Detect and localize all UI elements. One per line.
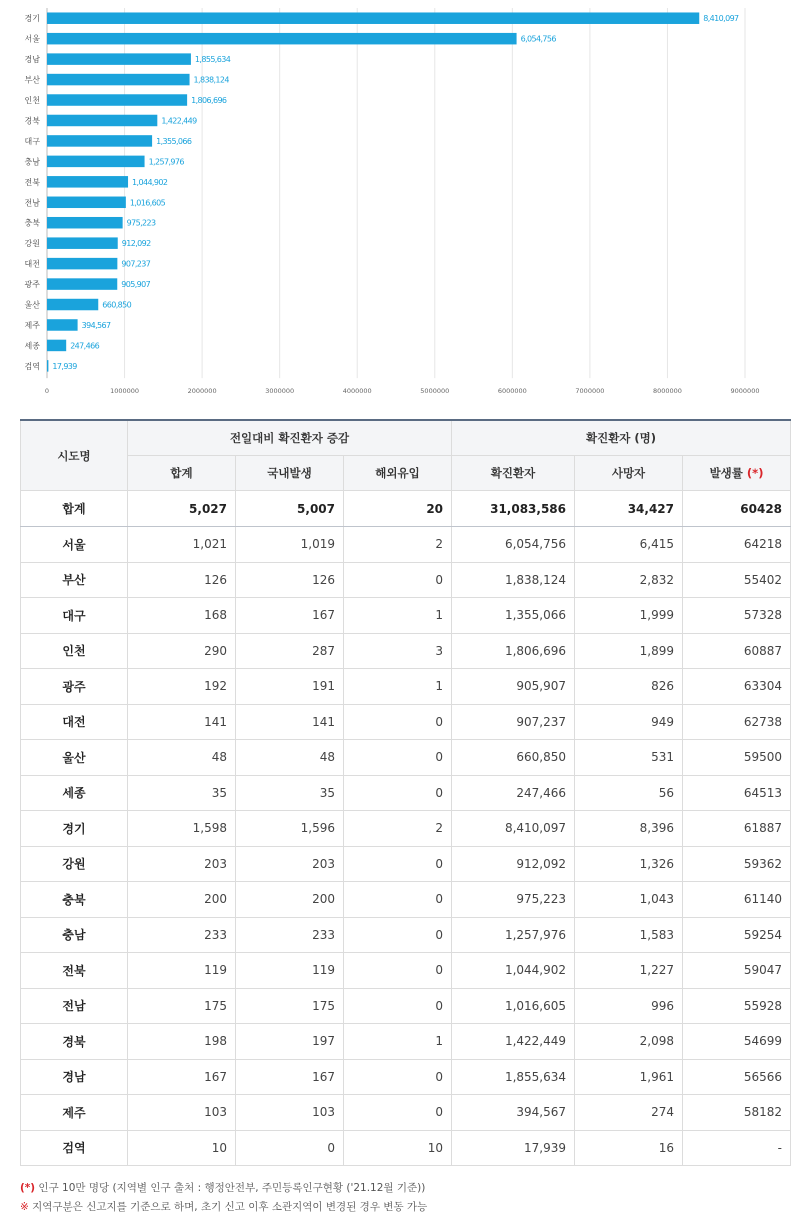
footnote-text: 인구 10만 명당 (지역별 인구 출처 : 행정안전부, 주민등록인구현황 ('21.12월 기준)): [35, 1182, 426, 1194]
cell-deaths: 16: [575, 1130, 683, 1166]
table-row: [21, 917, 791, 953]
cell-deaths: 2,832: [575, 562, 683, 598]
cell-confirmed: 394,567: [452, 1095, 575, 1131]
reference-mark: ※: [20, 1201, 29, 1213]
bar: [47, 197, 126, 209]
cell-total: 119: [128, 953, 236, 989]
cell-total: 10: [128, 1130, 236, 1166]
category-label: 경남: [24, 55, 40, 65]
table-row: [21, 704, 791, 740]
cell-region: 세종: [21, 775, 128, 811]
cell-incidence: 54699: [683, 1024, 791, 1060]
cell-confirmed: 8,410,097: [452, 811, 575, 847]
category-label: 전남: [24, 198, 40, 208]
cell-confirmed: 1,806,696: [452, 633, 575, 669]
cell-deaths: 949: [575, 704, 683, 740]
cell-total: 5,027: [128, 491, 236, 527]
cell-region: 전북: [21, 953, 128, 989]
cell-incidence: 59362: [683, 846, 791, 882]
cell-incidence: 60887: [683, 633, 791, 669]
cell-incidence: 59254: [683, 917, 791, 953]
cell-deaths: 1,999: [575, 598, 683, 634]
bar: [47, 340, 66, 352]
table-row: [21, 633, 791, 669]
cell-confirmed: 1,016,605: [452, 988, 575, 1024]
cell-incidence: 55402: [683, 562, 791, 598]
category-label: 전북: [24, 177, 40, 187]
value-label: 1,838,124: [193, 75, 229, 85]
cell-overseas: 0: [344, 1059, 452, 1095]
cell-incidence: 57328: [683, 598, 791, 634]
header-total: 합계: [128, 456, 236, 491]
incidence-footnote-mark: (*): [746, 466, 764, 480]
header-deaths: 사망자: [575, 456, 683, 491]
cell-total: 192: [128, 669, 236, 705]
cell-region: 대구: [21, 598, 128, 634]
category-label: 강원: [24, 239, 40, 249]
cell-total: 126: [128, 562, 236, 598]
region-stats-table: [20, 419, 791, 1166]
footnotes: [20, 1179, 800, 1217]
cell-domestic: 200: [236, 882, 344, 918]
bar: [47, 176, 128, 188]
cell-deaths: 8,396: [575, 811, 683, 847]
value-label: 905,907: [121, 280, 151, 290]
bar: [47, 94, 187, 106]
cell-overseas: 0: [344, 846, 452, 882]
cell-region: 전남: [21, 988, 128, 1024]
category-label: 인천: [24, 96, 40, 106]
value-label: 1,044,902: [132, 177, 168, 187]
cell-domestic: 167: [236, 1059, 344, 1095]
value-label: 247,466: [70, 341, 100, 351]
cell-overseas: 0: [344, 953, 452, 989]
cell-domestic: 175: [236, 988, 344, 1024]
table-body: [21, 491, 791, 1166]
cell-total: 290: [128, 633, 236, 669]
cell-incidence: 59047: [683, 953, 791, 989]
cell-deaths: 1,043: [575, 882, 683, 918]
value-label: 17,939: [52, 361, 77, 371]
category-label: 경기: [24, 14, 40, 24]
bar: [47, 74, 190, 86]
table-row: [21, 846, 791, 882]
header-region: 시도명: [21, 420, 128, 491]
cell-region: 경기: [21, 811, 128, 847]
cell-region: 강원: [21, 846, 128, 882]
cell-deaths: 274: [575, 1095, 683, 1131]
bar: [47, 156, 145, 168]
x-tick-label: 2000000: [187, 387, 217, 396]
table-row: [21, 988, 791, 1024]
table-row: [21, 775, 791, 811]
value-label: 1,855,634: [194, 55, 231, 65]
x-tick-label: 4000000: [342, 387, 372, 396]
cell-region: 제주: [21, 1095, 128, 1131]
bar: [47, 278, 117, 290]
cell-overseas: 0: [344, 740, 452, 776]
category-label: 울산: [24, 300, 40, 310]
cell-domestic: 287: [236, 633, 344, 669]
cell-confirmed: 247,466: [452, 775, 575, 811]
cell-region: 울산: [21, 740, 128, 776]
cell-deaths: 1,899: [575, 633, 683, 669]
cell-domestic: 141: [236, 704, 344, 740]
cell-deaths: 826: [575, 669, 683, 705]
bar: [47, 115, 157, 127]
cell-overseas: 0: [344, 1095, 452, 1131]
cell-incidence: 62738: [683, 704, 791, 740]
table-row: [21, 740, 791, 776]
cell-domestic: 203: [236, 846, 344, 882]
cell-domestic: 1,019: [236, 527, 344, 563]
cell-total: 141: [128, 704, 236, 740]
cell-domestic: 35: [236, 775, 344, 811]
category-label: 부산: [24, 75, 40, 85]
table-row: [21, 882, 791, 918]
cell-overseas: 20: [344, 491, 452, 527]
value-label: 660,850: [102, 300, 132, 310]
value-label: 8,410,097: [703, 14, 739, 24]
value-label: 975,223: [126, 218, 156, 228]
cell-deaths: 6,415: [575, 527, 683, 563]
footnote-population: [20, 1179, 800, 1198]
bar: [47, 258, 117, 270]
value-label: 1,257,976: [148, 157, 184, 167]
cell-total: 175: [128, 988, 236, 1024]
cell-deaths: 2,098: [575, 1024, 683, 1060]
table-row: [21, 669, 791, 705]
bar: [47, 299, 98, 311]
cell-total: 203: [128, 846, 236, 882]
bar: [47, 53, 191, 65]
value-label: 1,016,605: [129, 198, 166, 208]
cell-region: 합계: [21, 491, 128, 527]
table-row: [21, 1095, 791, 1131]
cell-incidence: 60428: [683, 491, 791, 527]
chart-x-axis: [45, 387, 760, 395]
category-label: 경북: [24, 116, 40, 126]
x-tick-label: 7000000: [575, 387, 605, 396]
value-label: 1,806,696: [191, 96, 227, 106]
cell-incidence: 56566: [683, 1059, 791, 1095]
footnote-region-basis: [20, 1198, 800, 1217]
cell-overseas: 0: [344, 882, 452, 918]
cell-incidence: 61140: [683, 882, 791, 918]
x-tick-label: 0: [44, 387, 50, 396]
cell-overseas: 0: [344, 988, 452, 1024]
cell-region: 충남: [21, 917, 128, 953]
cell-total: 200: [128, 882, 236, 918]
cell-confirmed: 1,855,634: [452, 1059, 575, 1095]
value-label: 907,237: [121, 259, 151, 269]
cell-domestic: 197: [236, 1024, 344, 1060]
cell-incidence: 55928: [683, 988, 791, 1024]
table-row: [21, 1059, 791, 1095]
bar: [47, 237, 118, 249]
cell-total: 1,021: [128, 527, 236, 563]
header-confirmed: 확진환자: [452, 456, 575, 491]
cell-domestic: 191: [236, 669, 344, 705]
cell-total: 103: [128, 1095, 236, 1131]
cell-overseas: 1: [344, 598, 452, 634]
value-label: 1,355,066: [156, 136, 192, 146]
cell-overseas: 10: [344, 1130, 452, 1166]
cell-region: 광주: [21, 669, 128, 705]
cell-confirmed: 17,939: [452, 1130, 575, 1166]
x-tick-label: 9000000: [730, 387, 760, 396]
cell-incidence: 63304: [683, 669, 791, 705]
table-row: [21, 811, 791, 847]
cell-incidence: 61887: [683, 811, 791, 847]
table-row: [21, 1024, 791, 1060]
cell-confirmed: 1,355,066: [452, 598, 575, 634]
value-label: 394,567: [81, 320, 111, 330]
total-row: [21, 491, 791, 527]
category-label: 충남: [24, 157, 40, 167]
x-tick-label: 6000000: [497, 387, 527, 396]
x-tick-label: 3000000: [265, 387, 295, 396]
header-group-daily-change: 전일대비 확진환자 증감: [128, 420, 452, 456]
cell-deaths: 56: [575, 775, 683, 811]
cell-incidence: -: [683, 1130, 791, 1166]
table-row: [21, 598, 791, 634]
value-label: 1,422,449: [161, 116, 197, 126]
category-label: 대전: [24, 259, 40, 269]
cell-confirmed: 1,257,976: [452, 917, 575, 953]
cell-domestic: 103: [236, 1095, 344, 1131]
cell-domestic: 0: [236, 1130, 344, 1166]
cell-region: 인천: [21, 633, 128, 669]
x-tick-label: 1000000: [110, 387, 140, 396]
cell-confirmed: 660,850: [452, 740, 575, 776]
cell-overseas: 3: [344, 633, 452, 669]
cell-incidence: 64513: [683, 775, 791, 811]
cell-overseas: 2: [344, 527, 452, 563]
cell-region: 서울: [21, 527, 128, 563]
cell-overseas: 1: [344, 1024, 452, 1060]
bar-chart: [0, 0, 810, 400]
cell-region: 경북: [21, 1024, 128, 1060]
table-row: [21, 562, 791, 598]
value-label: 912,092: [121, 239, 151, 249]
cell-overseas: 1: [344, 669, 452, 705]
cell-incidence: 64218: [683, 527, 791, 563]
header-domestic: 국내발생: [236, 456, 344, 491]
cell-confirmed: 975,223: [452, 882, 575, 918]
cell-incidence: 58182: [683, 1095, 791, 1131]
cell-deaths: 1,227: [575, 953, 683, 989]
cell-total: 198: [128, 1024, 236, 1060]
cell-domestic: 1,596: [236, 811, 344, 847]
cell-region: 검역: [21, 1130, 128, 1166]
cell-confirmed: 1,044,902: [452, 953, 575, 989]
cell-domestic: 5,007: [236, 491, 344, 527]
cell-total: 35: [128, 775, 236, 811]
category-label: 대구: [24, 136, 40, 146]
cell-overseas: 2: [344, 811, 452, 847]
bar: [47, 135, 152, 147]
header-overseas: 해외유입: [344, 456, 452, 491]
bar: [47, 360, 48, 372]
cell-confirmed: 31,083,586: [452, 491, 575, 527]
cell-total: 1,598: [128, 811, 236, 847]
bar: [47, 12, 699, 24]
footnote-text: 지역구분은 신고지를 기준으로 하며, 초기 신고 이후 소관지역이 변경된 경우 변동 가능: [28, 1201, 428, 1213]
footnote-mark: (*): [20, 1182, 36, 1194]
x-tick-label: 5000000: [420, 387, 450, 396]
category-label: 제주: [24, 320, 40, 330]
chart-svg: [0, 0, 810, 400]
cell-overseas: 0: [344, 562, 452, 598]
cell-region: 대전: [21, 704, 128, 740]
cell-incidence: 59500: [683, 740, 791, 776]
bar: [47, 319, 78, 331]
cell-total: 48: [128, 740, 236, 776]
cell-overseas: 0: [344, 704, 452, 740]
cell-overseas: 0: [344, 775, 452, 811]
table-row: [21, 527, 791, 563]
cell-total: 233: [128, 917, 236, 953]
cell-domestic: 48: [236, 740, 344, 776]
category-label: 검역: [24, 361, 40, 371]
cell-deaths: 1,583: [575, 917, 683, 953]
cell-deaths: 996: [575, 988, 683, 1024]
value-label: 6,054,756: [520, 34, 556, 44]
cell-region: 경남: [21, 1059, 128, 1095]
table-row: [21, 1130, 791, 1166]
cell-confirmed: 905,907: [452, 669, 575, 705]
cell-confirmed: 1,422,449: [452, 1024, 575, 1060]
table-row: [21, 953, 791, 989]
category-label: 서울: [24, 34, 40, 44]
cell-deaths: 531: [575, 740, 683, 776]
cell-deaths: 1,326: [575, 846, 683, 882]
bar: [47, 217, 123, 229]
cell-confirmed: 912,092: [452, 846, 575, 882]
bar: [47, 33, 517, 45]
cell-domestic: 119: [236, 953, 344, 989]
cell-confirmed: 6,054,756: [452, 527, 575, 563]
header-incidence: [683, 456, 791, 491]
header-incidence-label: 발생률: [709, 466, 743, 480]
cell-total: 168: [128, 598, 236, 634]
cell-overseas: 0: [344, 917, 452, 953]
cell-deaths: 34,427: [575, 491, 683, 527]
chart-bars: [25, 12, 740, 371]
cell-total: 167: [128, 1059, 236, 1095]
cell-domestic: 126: [236, 562, 344, 598]
category-label: 세종: [24, 341, 40, 351]
category-label: 충북: [24, 218, 40, 228]
cell-confirmed: 907,237: [452, 704, 575, 740]
cell-domestic: 167: [236, 598, 344, 634]
category-label: 광주: [24, 280, 40, 290]
cell-domestic: 233: [236, 917, 344, 953]
header-group-cumulative: 확진환자 (명): [452, 420, 791, 456]
cell-region: 부산: [21, 562, 128, 598]
cell-deaths: 1,961: [575, 1059, 683, 1095]
x-tick-label: 8000000: [652, 387, 682, 396]
cell-region: 충북: [21, 882, 128, 918]
cell-confirmed: 1,838,124: [452, 562, 575, 598]
